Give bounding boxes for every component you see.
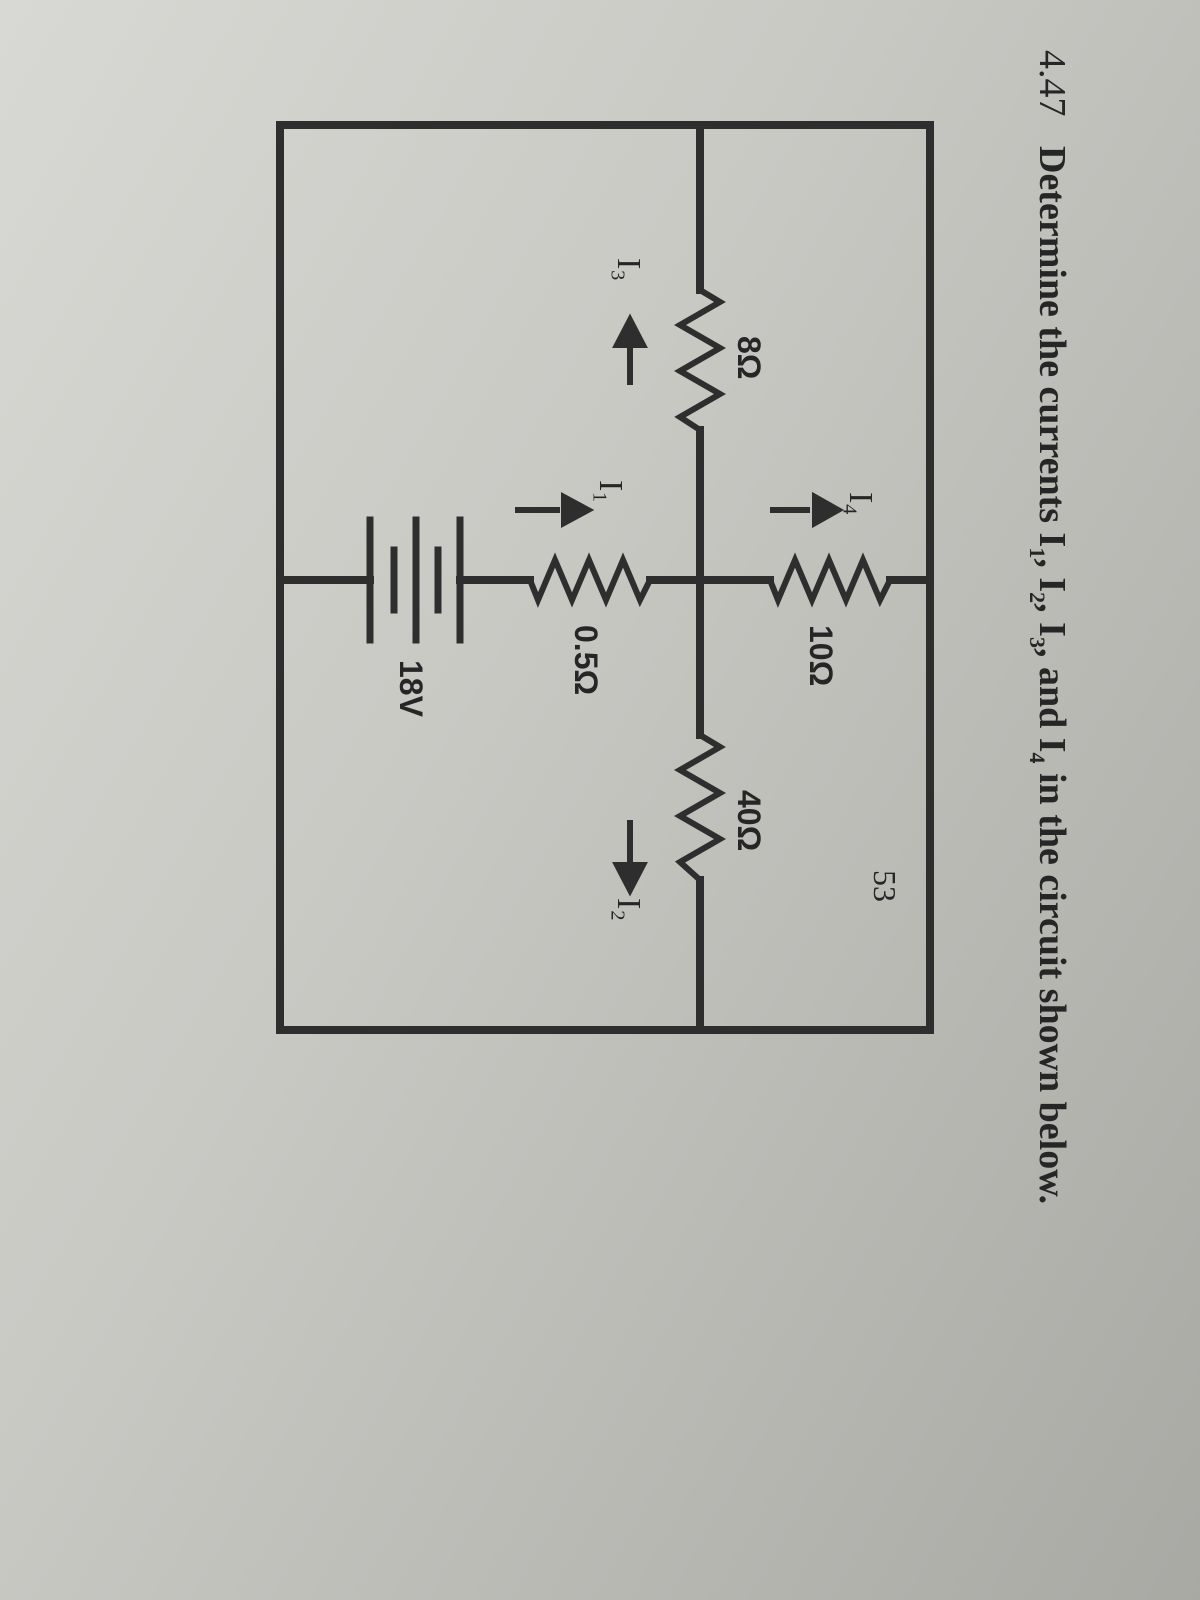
resistor-10-ohm [770,560,890,600]
problem-statement: 4.47 Determine the currents $I_1$, $I_2$, $I_3$, and $I_4$ in the circuit shown below. [1025,50,1073,1205]
problem-number: 4.47 [1031,50,1073,117]
resistor-8-ohm [680,290,720,430]
battery-18v [370,520,460,640]
outer-loop-wire [280,125,930,1030]
arrow-i1-icon [515,497,588,523]
label-i1: I₁ [592,480,629,504]
label-i4: I₄ [842,492,879,516]
label-10-ohm: 10Ω [803,625,839,687]
label-i2: I₂ [610,898,647,922]
arrow-i3-icon [617,320,643,385]
label-40-ohm: 40Ω [731,790,767,852]
arrow-i2-icon [617,820,643,890]
arrow-i4-icon [770,497,838,523]
resistor-40-ohm [680,735,720,880]
page-number: 53 [867,870,903,902]
circuit-diagram [280,125,930,1030]
label-i3: I₃ [610,258,647,282]
resistor-0-5-ohm [530,560,650,600]
label-18v: 18V [393,660,429,717]
label-0-5-ohm: 0.5Ω [568,625,604,696]
label-8-ohm: 8Ω [731,336,767,380]
